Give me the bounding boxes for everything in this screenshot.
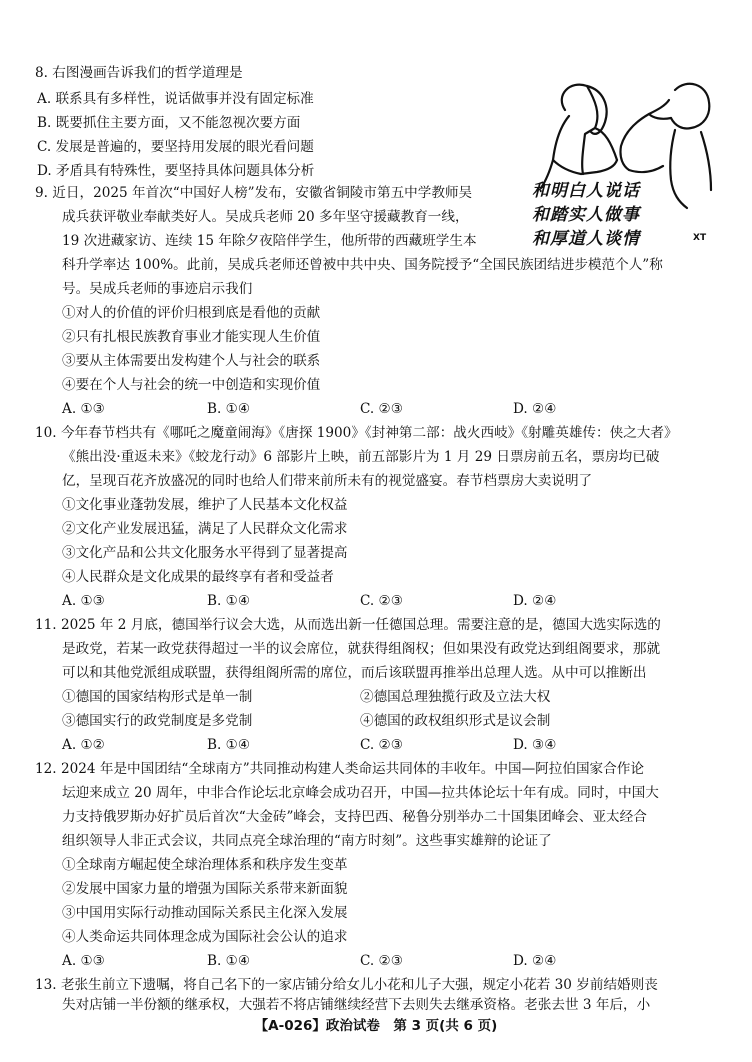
q12-stem-line-4: 组织领导人非正式会议，共同点亮全球治理的“南方时刻”。这些事实雄辩的论证了 xyxy=(62,833,552,849)
q9-option-a: A. ①③ xyxy=(62,401,105,417)
q13-stem-line-2: 失对店铺一半份额的继承权，大强若不将店铺继续经营下去则失去继承资格。老张去世 3 年后，小 xyxy=(62,997,651,1013)
q10-statement-4: ④人民群众是文化成果的最终享有者和受益者 xyxy=(62,569,334,585)
q9-statement-2: ②只有扎根民族教育事业才能实现人生价值 xyxy=(62,329,321,345)
q9-stem-line-4: 科升学率达 100%。此前，吴成兵老师还曾被中共中央、国务院授予“全国民族团结进步模范个人”称 xyxy=(62,257,663,273)
q11-statement-2: ②德国总理独揽行政及立法大权 xyxy=(360,689,551,705)
q12-statement-4: ④人类命运共同体理念成为国际社会公认的追求 xyxy=(62,929,348,945)
q9-statement-1: ①对人的价值的评价归根到底是看他的贡献 xyxy=(62,305,321,321)
q10-option-d: D. ②④ xyxy=(513,593,557,609)
q12-stem-line-3: 力支持俄罗斯办好扩员后首次“大金砖”峰会，支持巴西、秘鲁分别举办二十国集团峰会、亚太经合 xyxy=(62,809,647,825)
q10-option-a: A. ①③ xyxy=(62,593,105,609)
q9-stem-line-1: 9. 近日，2025 年首次“中国好人榜”发布，安徽省铜陵市第五中学教师吴 xyxy=(35,185,473,201)
q9-option-d: D. ②④ xyxy=(513,401,557,417)
q10-statement-3: ③文化产品和公共文化服务水平得到了显著提高 xyxy=(62,545,348,561)
q10-option-c: C. ②③ xyxy=(360,593,403,609)
q10-statement-2: ②文化产业发展迅猛，满足了人民群众文化需求 xyxy=(62,521,348,537)
page-footer: 【A-026】政治试卷 第 3 页(共 6 页) xyxy=(254,1018,498,1034)
cartoon-caption-line-2: 和踏实人做事 xyxy=(532,205,640,225)
q10-option-b: B. ①④ xyxy=(207,593,251,609)
cartoon-caption-line-1: 和明白人说话 xyxy=(532,181,640,201)
q12-stem-line-2: 坛迎来成立 20 周年，中非合作论坛北京峰会成功召开，中国—拉共体论坛十年有成。同时，中国大 xyxy=(62,785,659,801)
q11-stem-line-2: 是政党，若某一政党获得超过一半的议会席位，就获得组阁权；但如果没有政党达到组阁要求，那就 xyxy=(62,641,661,657)
q12-option-d: D. ②④ xyxy=(513,953,557,969)
q11-option-b: B. ①④ xyxy=(207,737,251,753)
q11-option-d: D. ③④ xyxy=(513,737,557,753)
q8-option-b: B. 既要抓住主要方面，又不能忽视次要方面 xyxy=(37,115,301,131)
q9-stem-line-3: 19 次进藏家访、连续 15 年除夕夜陪伴学生，他所带的西藏班学生本 xyxy=(62,233,477,249)
q11-statement-4: ④德国的政权组织形式是议会制 xyxy=(360,713,551,729)
q12-stem-line-1: 12. 2024 年是中国团结“全球南方”共同推动构建人类命运共同体的丰收年。中国—阿拉伯国家合作论 xyxy=(35,761,644,777)
q11-stem-line-1: 11. 2025 年 2 月底，德国举行议会大选，从而选出新一任德国总理。需要注意的是，德国大选实际选的 xyxy=(35,617,661,633)
q9-option-c: C. ②③ xyxy=(360,401,403,417)
q11-option-a: A. ①② xyxy=(62,737,105,753)
q11-statement-1: ①德国的国家结构形式是单一制 xyxy=(62,689,253,705)
q9-statement-3: ③要从主体需要出发构建个人与社会的联系 xyxy=(62,353,321,369)
q12-option-c: C. ②③ xyxy=(360,953,403,969)
q12-statement-2: ②发展中国家力量的增强为国际关系带来新面貌 xyxy=(62,881,348,897)
cartoon-signature: XT xyxy=(693,233,707,243)
cartoon-caption-line-3: 和厚道人谈情 xyxy=(532,229,640,249)
q12-option-a: A. ①③ xyxy=(62,953,105,969)
q12-statement-3: ③中国用实际行动推动国际关系民主化深入发展 xyxy=(62,905,348,921)
q10-statement-1: ①文化事业蓬勃发展，维护了人民基本文化权益 xyxy=(62,497,348,513)
q10-stem-line-1: 10. 今年春节档共有《哪吒之魔童闹海》《唐探 1900》《封神第二部：战火西岐》《射雕英雄传：侠之大者》 xyxy=(35,425,678,441)
q11-statement-3: ③德国实行的政党制度是多党制 xyxy=(62,713,253,729)
q10-stem-line-3: 亿，呈现百花齐放盛况的同时也给人们带来前所未有的视觉盛宴。春节档票房大卖说明了 xyxy=(62,473,593,489)
q8-option-c: C. 发展是普遍的，要坚持用发展的眼光看问题 xyxy=(37,139,314,155)
q9-stem-line-2: 成兵获评敬业奉献类好人。吴成兵老师 20 多年坚守援藏教育一线， xyxy=(62,209,469,225)
q9-statement-4: ④要在个人与社会的统一中创造和实现价值 xyxy=(62,377,321,393)
q8-option-d: D. 矛盾具有特殊性，要坚持具体问题具体分析 xyxy=(37,163,315,179)
q8-stem: 8. 右图漫画告诉我们的哲学道理是 xyxy=(35,65,243,81)
q8-option-a: A. 联系具有多样性，说话做事并没有固定标准 xyxy=(37,91,314,107)
q12-option-b: B. ①④ xyxy=(207,953,251,969)
q10-stem-line-2: 《熊出没·重返未来》《蛟龙行动》6 部影片上映，前五部影片为 1 月 29 日票房前五名，票房均已破 xyxy=(62,449,660,465)
q9-stem-line-5: 号。吴成兵老师的事迹启示我们 xyxy=(62,281,253,297)
q11-stem-line-3: 可以和其他党派组成联盟，获得组阁所需的席位，而后该联盟再推举出总理人选。从中可以推断出 xyxy=(62,665,647,681)
q12-statement-1: ①全球南方崛起使全球治理体系和秩序发生变革 xyxy=(62,857,348,873)
q13-stem-line-1: 13. 老张生前立下遗嘱，将自己名下的一家店铺分给女儿小花和儿子大强，规定小花若 30 岁前结婚则丧 xyxy=(35,977,658,993)
q9-option-b: B. ①④ xyxy=(207,401,251,417)
q11-option-c: C. ②③ xyxy=(360,737,403,753)
